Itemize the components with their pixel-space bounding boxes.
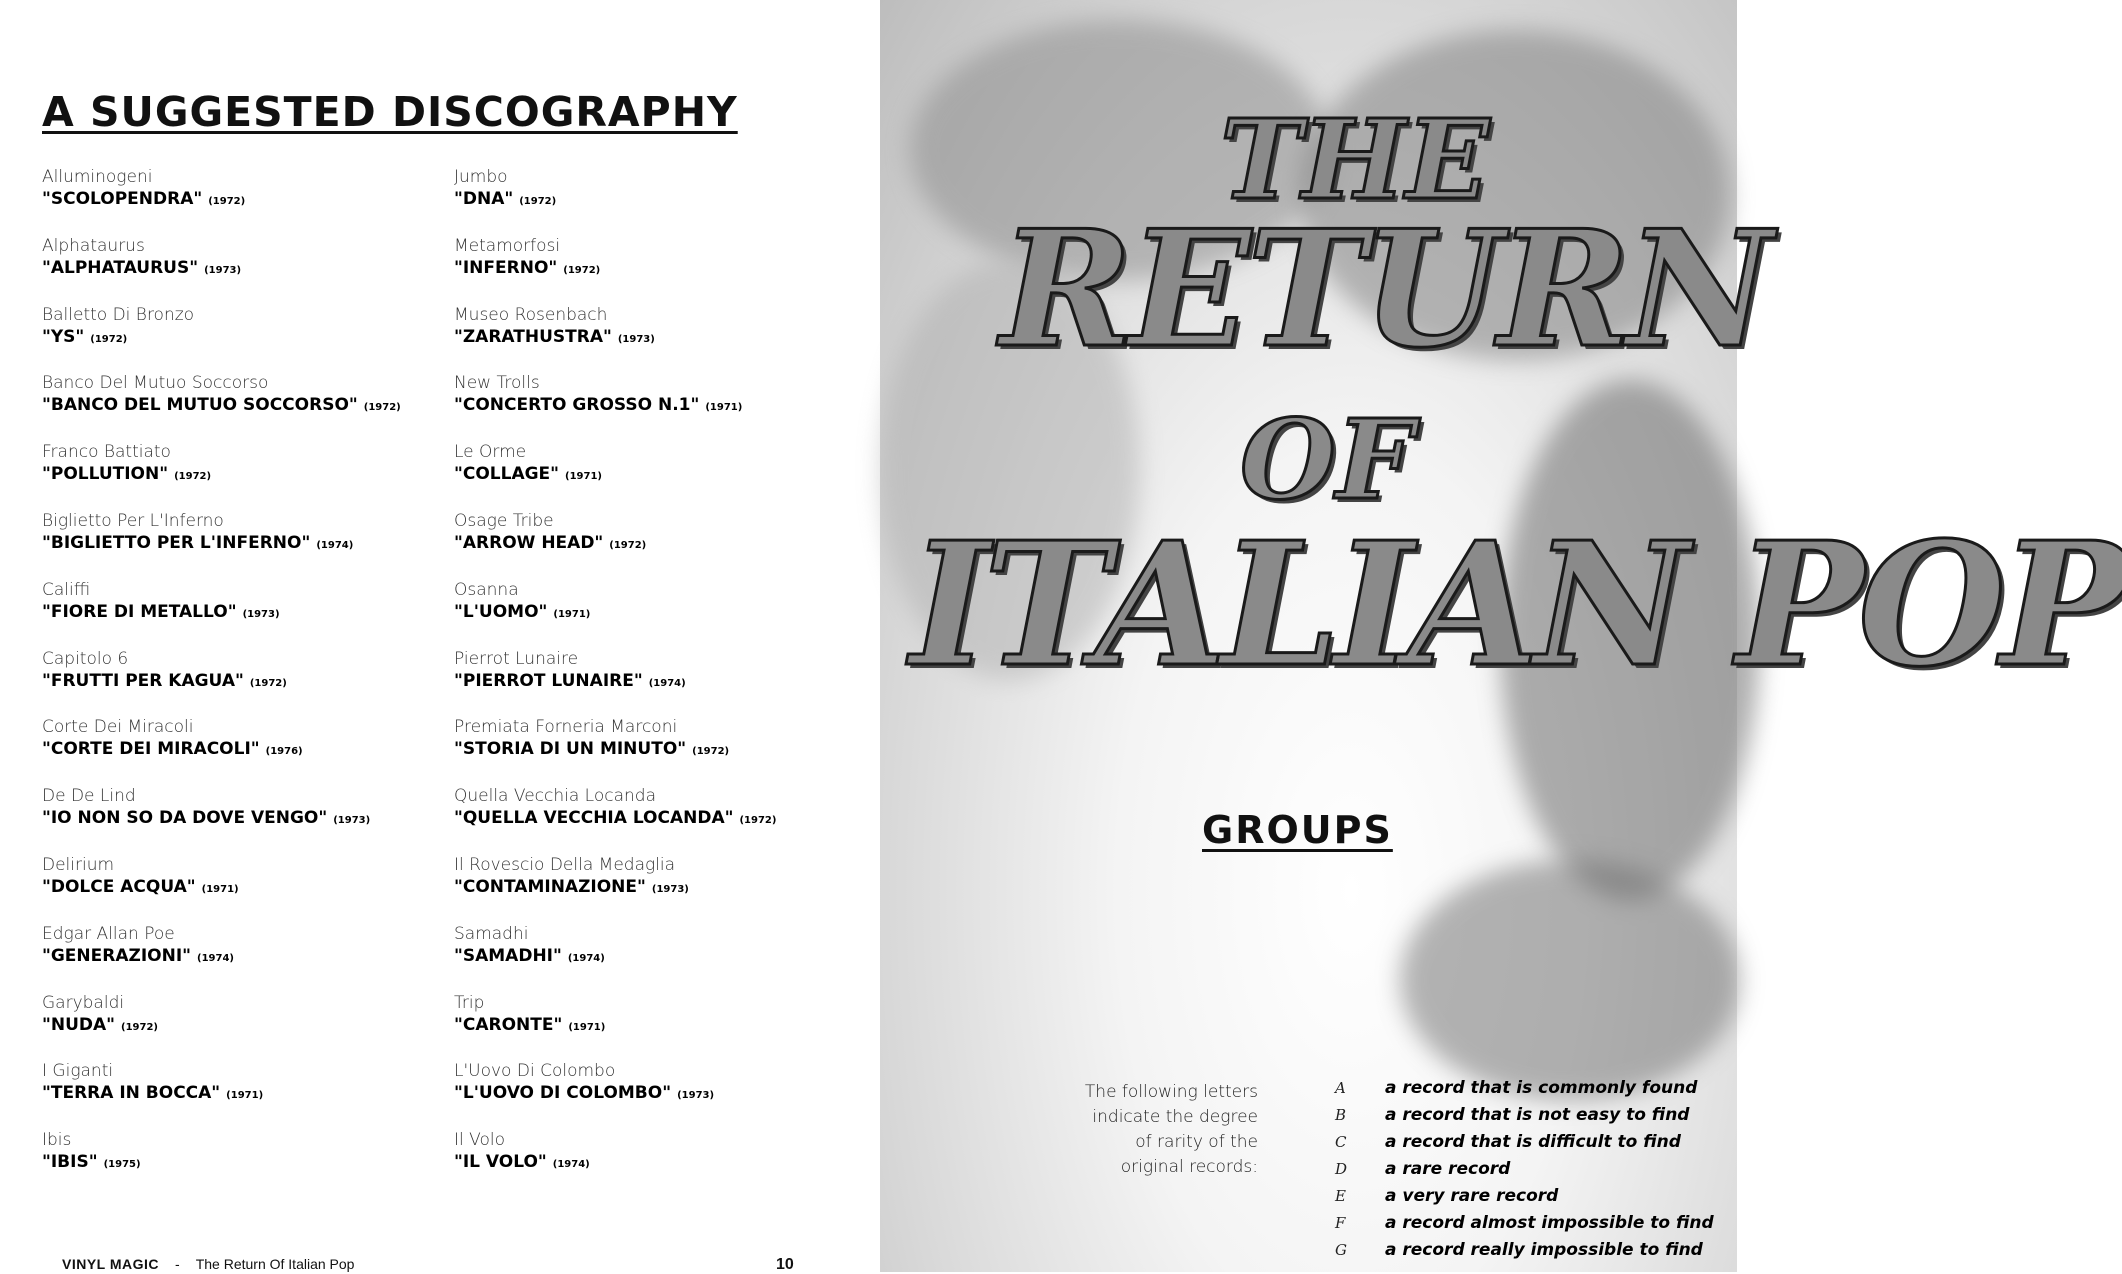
page-number: 10 bbox=[776, 1256, 794, 1273]
discography-entry bbox=[42, 648, 401, 717]
discography-entry bbox=[454, 235, 776, 304]
album-title: "CORTE DEI MIRACOLI" bbox=[42, 739, 260, 760]
page-footer bbox=[62, 1256, 354, 1272]
rarity-description: a record almost impossible to find bbox=[1385, 1213, 1714, 1233]
artist-name: New Trolls bbox=[454, 373, 540, 394]
album-line bbox=[42, 807, 401, 832]
album-line bbox=[454, 257, 776, 282]
discography-entry bbox=[42, 579, 401, 648]
discography-entry bbox=[454, 1129, 776, 1198]
album-line bbox=[42, 1151, 401, 1176]
album-title: "L'UOMO" bbox=[454, 601, 548, 622]
release-year: (1974) bbox=[197, 952, 235, 964]
rarity-item bbox=[1335, 1186, 1714, 1213]
discography-entry bbox=[42, 441, 401, 510]
album-line bbox=[42, 1082, 401, 1107]
album-title: "SAMADHI" bbox=[454, 945, 562, 966]
discography-entry bbox=[454, 441, 776, 510]
album-title: "IO NON SO DA DOVE VENGO" bbox=[42, 808, 328, 829]
discography-entry bbox=[42, 923, 401, 992]
release-year: (1973) bbox=[617, 333, 655, 345]
smoke-shape bbox=[1400, 860, 1740, 1100]
release-year: (1972) bbox=[363, 402, 401, 414]
artist-name: Alphataurus bbox=[42, 235, 145, 256]
release-year: (1971) bbox=[226, 1090, 264, 1102]
rarity-description: a record really impossible to find bbox=[1385, 1240, 1703, 1260]
release-year: (1972) bbox=[692, 746, 730, 758]
discography-entry bbox=[42, 235, 401, 304]
album-title: "QUELLA VECCHIA LOCANDA" bbox=[454, 808, 734, 829]
footer-title: The Return Of Italian Pop bbox=[195, 1256, 355, 1272]
album-line bbox=[454, 945, 776, 970]
rarity-description: a rare record bbox=[1385, 1159, 1511, 1179]
album-line bbox=[42, 463, 401, 488]
left-page bbox=[0, 0, 880, 1272]
album-line bbox=[454, 532, 776, 557]
release-year: (1972) bbox=[609, 539, 647, 551]
album-line bbox=[454, 394, 776, 419]
artist-name: Museo Rosenbach bbox=[454, 304, 608, 325]
album-title: "NUDA" bbox=[42, 1014, 116, 1035]
discography-entry bbox=[454, 166, 776, 235]
title-return: RETURN bbox=[1000, 195, 1769, 383]
album-line bbox=[454, 1014, 776, 1039]
release-year: (1973) bbox=[242, 608, 280, 620]
discography-entry bbox=[454, 716, 776, 785]
album-line bbox=[42, 326, 401, 351]
release-year: (1974) bbox=[316, 539, 354, 551]
album-title: "CARONTE" bbox=[454, 1014, 563, 1035]
rarity-letter: F bbox=[1335, 1214, 1346, 1232]
album-line bbox=[42, 1014, 401, 1039]
rarity-item bbox=[1335, 1078, 1714, 1105]
groups-heading: GROUPS bbox=[1202, 808, 1393, 852]
album-title: "GENERAZIONI" bbox=[42, 945, 192, 966]
album-title: "STORIA DI UN MINUTO" bbox=[454, 739, 687, 760]
album-line bbox=[42, 738, 401, 763]
release-year: (1971) bbox=[705, 402, 743, 414]
title-of: OF bbox=[1240, 395, 1414, 524]
discography-entry bbox=[42, 1060, 401, 1129]
rarity-description: a record that is commonly found bbox=[1385, 1078, 1698, 1098]
artist-name: Osage Tribe bbox=[454, 510, 554, 531]
discography-entry bbox=[454, 648, 776, 717]
release-year: (1975) bbox=[103, 1159, 141, 1171]
artist-name: L'Uovo Di Colombo bbox=[454, 1061, 616, 1082]
album-title: "IL VOLO" bbox=[454, 1152, 547, 1173]
artist-name: Alluminogeni bbox=[42, 167, 153, 187]
album-line bbox=[454, 188, 776, 213]
rarity-item bbox=[1335, 1240, 1714, 1267]
album-title: "BANCO DEL MUTUO SOCCORSO" bbox=[42, 395, 358, 416]
album-line bbox=[454, 601, 776, 626]
album-line bbox=[42, 601, 401, 626]
artist-name: Capitolo 6 bbox=[42, 648, 129, 669]
album-line bbox=[42, 188, 401, 213]
release-year: (1974) bbox=[567, 952, 605, 964]
discography-entry bbox=[42, 785, 401, 854]
album-title: "SCOLOPENDRA" bbox=[42, 189, 203, 209]
discography-entry bbox=[42, 510, 401, 579]
artist-name: Banco Del Mutuo Soccorso bbox=[42, 373, 269, 394]
album-line bbox=[42, 257, 401, 282]
title-italian-pop: ITALIAN POP bbox=[910, 505, 2122, 705]
artist-name: Premiata Forneria Marconi bbox=[454, 717, 678, 738]
release-year: (1973) bbox=[651, 883, 689, 895]
discography-entry bbox=[42, 372, 401, 441]
album-title: "BIGLIETTO PER L'INFERNO" bbox=[42, 532, 311, 553]
release-year: (1972) bbox=[249, 677, 287, 689]
right-page bbox=[880, 0, 2122, 1272]
magazine-name: VINYL MAGIC bbox=[62, 1256, 160, 1272]
artist-name: Edgar Allan Poe bbox=[42, 923, 175, 944]
artist-name: Corte Dei Miracoli bbox=[42, 717, 194, 738]
album-title: "CONCERTO GROSSO N.1" bbox=[454, 395, 700, 416]
discography-entry bbox=[42, 992, 401, 1061]
discography-entry bbox=[454, 785, 776, 854]
discography-entry bbox=[454, 510, 776, 579]
album-title: "ALPHATAURUS" bbox=[42, 257, 199, 278]
rarity-letter: C bbox=[1335, 1133, 1347, 1151]
release-year: (1971) bbox=[201, 883, 239, 895]
rarity-legend bbox=[1335, 1078, 1714, 1267]
album-line bbox=[42, 945, 401, 970]
rarity-description: a record that is not easy to find bbox=[1385, 1105, 1690, 1125]
artist-name: Metamorfosi bbox=[454, 235, 561, 256]
artist-name: Franco Battiato bbox=[42, 442, 171, 463]
artist-name: Trip bbox=[454, 992, 485, 1013]
discography-entry bbox=[454, 579, 776, 648]
artist-name: Ibis bbox=[42, 1130, 72, 1151]
release-year: (1972) bbox=[519, 196, 557, 207]
album-title: "YS" bbox=[42, 326, 85, 347]
release-year: (1973) bbox=[204, 264, 242, 276]
artist-name: Garybaldi bbox=[42, 992, 125, 1013]
rarity-letter: D bbox=[1335, 1160, 1348, 1178]
release-year: (1973) bbox=[677, 1090, 715, 1102]
rarity-intro: The following letters indicate the degree of rarity of the original records: bbox=[1084, 1082, 1258, 1177]
album-title: "ZARATHUSTRA" bbox=[454, 326, 612, 347]
release-year: (1971) bbox=[565, 471, 603, 483]
album-title: "FIORE DI METALLO" bbox=[42, 601, 237, 622]
artist-name: Pierrot Lunaire bbox=[454, 648, 579, 669]
album-line bbox=[454, 326, 776, 351]
release-year: (1974) bbox=[648, 677, 686, 689]
artist-name: Samadhi bbox=[454, 923, 529, 944]
release-year: (1971) bbox=[553, 608, 591, 620]
release-year: (1974) bbox=[552, 1159, 590, 1171]
rarity-item bbox=[1335, 1132, 1714, 1159]
album-line bbox=[454, 876, 776, 901]
release-year: (1972) bbox=[563, 264, 601, 276]
discography-entry bbox=[454, 1060, 776, 1129]
album-title: "DOLCE ACQUA" bbox=[42, 876, 196, 897]
discography-entry bbox=[42, 166, 401, 235]
album-line bbox=[42, 670, 401, 695]
album-title: "FRUTTI PER KAGUA" bbox=[42, 670, 244, 691]
rarity-description: a record that is difficult to find bbox=[1385, 1132, 1681, 1152]
artist-name: Balletto Di Bronzo bbox=[42, 304, 195, 325]
footer-separator: - bbox=[175, 1256, 180, 1272]
album-title: "CONTAMINAZIONE" bbox=[454, 876, 646, 897]
artist-name: I Giganti bbox=[42, 1061, 114, 1082]
discography-entry bbox=[42, 1129, 401, 1198]
rarity-letter: A bbox=[1335, 1079, 1346, 1097]
album-line bbox=[454, 1151, 776, 1176]
artist-name: Quella Vecchia Locanda bbox=[454, 786, 656, 807]
artist-name: Il Volo bbox=[454, 1130, 505, 1151]
discography-entry bbox=[42, 854, 401, 923]
rarity-item bbox=[1335, 1159, 1714, 1186]
artist-name: Le Orme bbox=[454, 442, 527, 463]
album-line bbox=[454, 738, 776, 763]
album-line bbox=[454, 807, 776, 832]
artist-name: Osanna bbox=[454, 579, 519, 600]
album-line bbox=[42, 532, 401, 557]
release-year: (1971) bbox=[568, 1021, 606, 1033]
discography-column-2 bbox=[454, 166, 776, 1198]
album-title: "INFERNO" bbox=[454, 257, 558, 278]
discography-entry bbox=[454, 992, 776, 1061]
discography-entry bbox=[42, 716, 401, 785]
discography-entry bbox=[42, 304, 401, 373]
album-title: "POLLUTION" bbox=[42, 464, 169, 485]
album-line bbox=[454, 1082, 776, 1107]
artist-name: Delirium bbox=[42, 854, 115, 875]
artist-name: Il Rovescio Della Medaglia bbox=[454, 854, 676, 875]
discography-heading: A SUGGESTED DISCOGRAPHY bbox=[42, 88, 738, 136]
rarity-letter: G bbox=[1335, 1241, 1347, 1259]
artist-name: Califfi bbox=[42, 579, 91, 600]
rarity-letter: B bbox=[1335, 1106, 1347, 1124]
album-title: "IBIS" bbox=[42, 1152, 98, 1173]
album-line bbox=[42, 394, 401, 419]
release-year: (1972) bbox=[208, 196, 246, 207]
album-line bbox=[42, 876, 401, 901]
discography-entry bbox=[454, 923, 776, 992]
discography-entry bbox=[454, 854, 776, 923]
release-year: (1976) bbox=[265, 746, 303, 758]
album-title: "DNA" bbox=[454, 189, 514, 209]
album-title: "TERRA IN BOCCA" bbox=[42, 1083, 221, 1104]
album-title: "COLLAGE" bbox=[454, 464, 560, 485]
album-line bbox=[454, 670, 776, 695]
release-year: (1973) bbox=[333, 815, 371, 827]
rarity-letter: E bbox=[1335, 1187, 1346, 1205]
artist-name: Biglietto Per L'Inferno bbox=[42, 510, 224, 531]
rarity-description: a very rare record bbox=[1385, 1186, 1559, 1206]
release-year: (1972) bbox=[121, 1021, 158, 1033]
artist-name: Jumbo bbox=[454, 167, 508, 187]
album-line bbox=[454, 463, 776, 488]
rarity-item bbox=[1335, 1105, 1714, 1132]
album-title: "ARROW HEAD" bbox=[454, 532, 604, 553]
title-the: THE bbox=[1220, 95, 1490, 224]
discography-entry bbox=[454, 372, 776, 441]
release-year: (1972) bbox=[174, 471, 212, 483]
discography-entry bbox=[454, 304, 776, 373]
release-year: (1972) bbox=[90, 333, 128, 345]
album-title: "L'UOVO DI COLOMBO" bbox=[454, 1083, 672, 1104]
discography-column-1 bbox=[42, 166, 401, 1198]
album-title: "PIERROT LUNAIRE" bbox=[454, 670, 643, 691]
rarity-item bbox=[1335, 1213, 1714, 1240]
artist-name: De De Lind bbox=[42, 786, 136, 807]
release-year: (1972) bbox=[739, 815, 777, 827]
